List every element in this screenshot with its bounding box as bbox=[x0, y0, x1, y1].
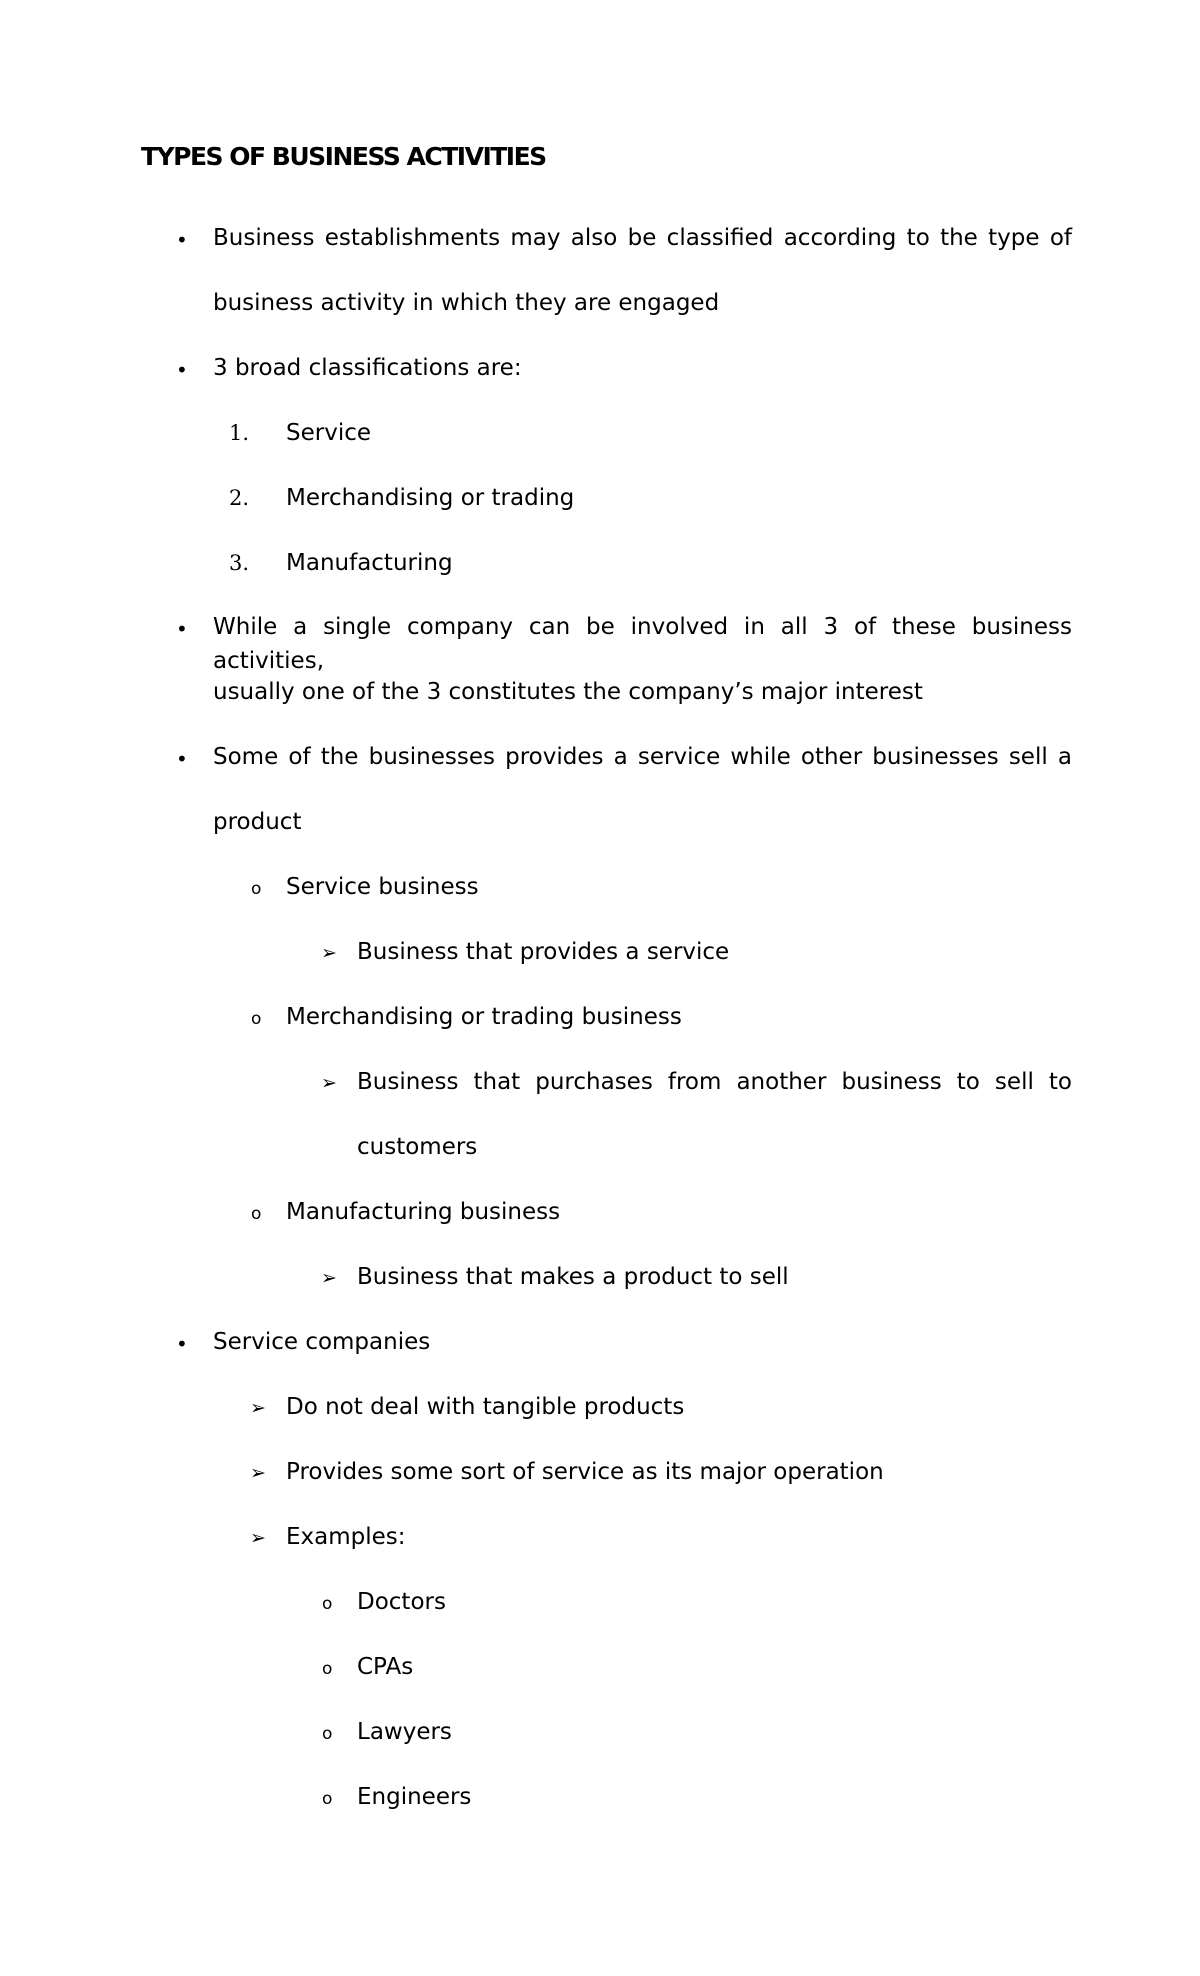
example-item: CPAs bbox=[357, 1654, 414, 1680]
arrow-marker: ➢ bbox=[321, 942, 337, 964]
intro-line-2: business activity in which they are engaged bbox=[213, 290, 720, 316]
classification-item: Service bbox=[286, 420, 372, 446]
arrow-marker: ➢ bbox=[250, 1527, 266, 1549]
service-point: Examples: bbox=[286, 1524, 406, 1550]
single-company-line-1: While a single company can be involved in all 3 of these business activities, bbox=[213, 614, 1072, 674]
service-companies-heading: Service companies bbox=[213, 1329, 431, 1355]
list-number: 3. bbox=[229, 551, 250, 575]
circle-marker: o bbox=[322, 1789, 333, 1809]
example-item: Engineers bbox=[357, 1784, 472, 1810]
arrow-marker: ➢ bbox=[250, 1397, 266, 1419]
business-type-label: Merchandising or trading business bbox=[286, 1004, 682, 1030]
classification-item: Merchandising or trading bbox=[286, 485, 575, 511]
bullet-marker: • bbox=[176, 747, 188, 771]
arrow-marker: ➢ bbox=[321, 1072, 337, 1094]
service-point: Provides some sort of service as its major operation bbox=[286, 1459, 884, 1485]
list-number: 2. bbox=[229, 486, 250, 510]
business-type-desc: Business that makes a product to sell bbox=[357, 1264, 789, 1290]
products-line-1: Some of the businesses provides a service while other businesses sell a bbox=[213, 744, 1072, 770]
classification-item: Manufacturing bbox=[286, 550, 453, 576]
bullet-marker: • bbox=[176, 617, 188, 641]
bullet-marker: • bbox=[176, 228, 188, 252]
bullet-marker: • bbox=[176, 358, 188, 382]
circle-marker: o bbox=[251, 1204, 262, 1224]
business-type-desc: Business that provides a service bbox=[357, 939, 730, 965]
list-number: 1. bbox=[229, 421, 250, 445]
intro-line-1: Business establishments may also be classified according to the type of bbox=[213, 225, 1072, 251]
business-type-label: Service business bbox=[286, 874, 479, 900]
circle-marker: o bbox=[251, 879, 262, 899]
example-item: Lawyers bbox=[357, 1719, 452, 1745]
classifications-heading: 3 broad classifications are: bbox=[213, 355, 522, 381]
circle-marker: o bbox=[322, 1724, 333, 1744]
arrow-marker: ➢ bbox=[321, 1267, 337, 1289]
circle-marker: o bbox=[322, 1659, 333, 1679]
business-type-label: Manufacturing business bbox=[286, 1199, 561, 1225]
arrow-marker: ➢ bbox=[250, 1462, 266, 1484]
example-item: Doctors bbox=[357, 1589, 446, 1615]
business-type-desc: Business that purchases from another business to sell to bbox=[357, 1069, 1072, 1095]
products-line-2: product bbox=[213, 809, 302, 835]
circle-marker: o bbox=[322, 1594, 333, 1614]
circle-marker: o bbox=[251, 1009, 262, 1029]
service-point: Do not deal with tangible products bbox=[286, 1394, 685, 1420]
page-title: TYPES OF BUSINESS ACTIVITIES bbox=[141, 142, 546, 171]
bullet-marker: • bbox=[176, 1332, 188, 1356]
business-type-desc-continued: customers bbox=[357, 1134, 478, 1160]
single-company-line-2: usually one of the 3 constitutes the company’s major interest bbox=[213, 679, 923, 705]
